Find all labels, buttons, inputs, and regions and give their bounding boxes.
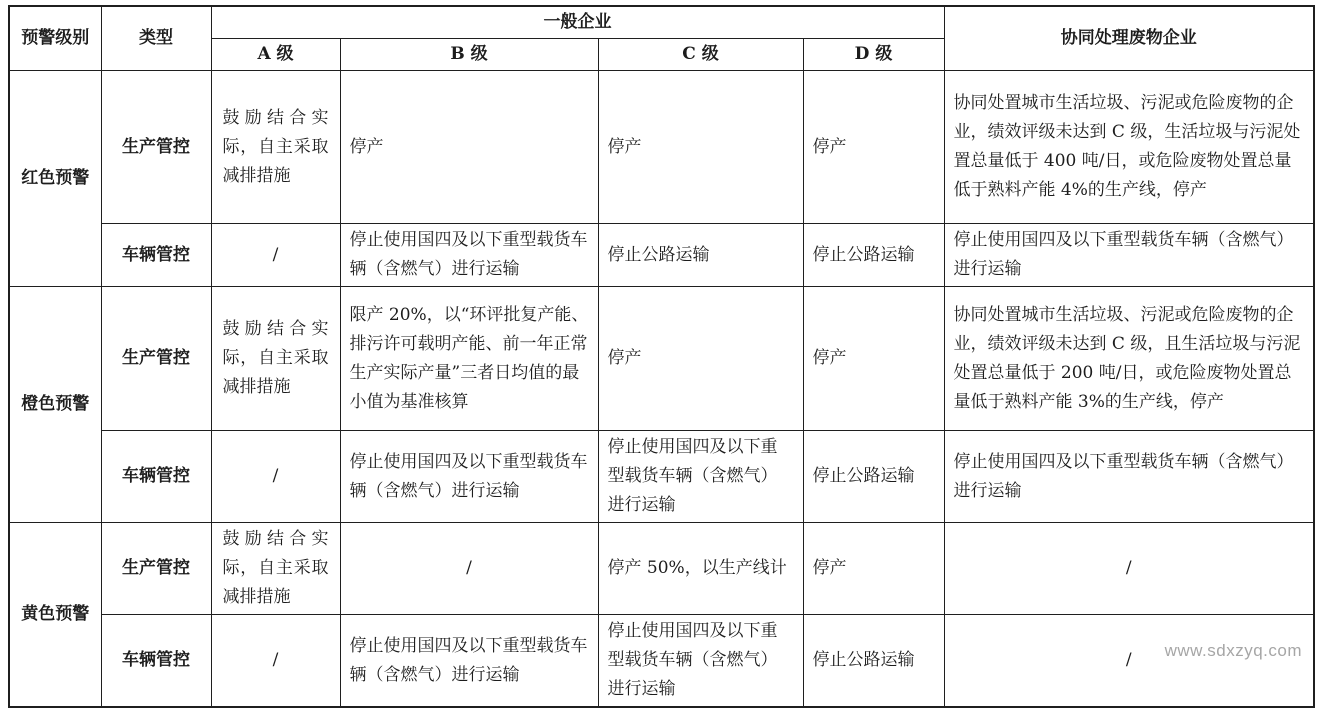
cell-orange-production-a: 鼓励结合实际，自主采取减排措施 (211, 287, 340, 431)
cell-red-vehicle-c: 停止公路运输 (598, 224, 803, 287)
header-co-processing-enterprise: 协同处理废物企业 (944, 6, 1314, 71)
header-grade-c: C 级 (598, 39, 803, 71)
cell-red-vehicle-b: 停止使用国四及以下重型载货车辆（含燃气）进行运输 (340, 224, 598, 287)
cell-yellow-vehicle-c: 停止使用国四及以下重型载货车辆（含燃气）进行运输 (598, 615, 803, 708)
cell-red-production-b: 停产 (340, 71, 598, 224)
cell-red-production-co: 协同处置城市生活垃圾、污泥或危险废物的企业，绩效评级未达到 C 级，生活垃圾与污泥处置总量低于 400 吨/日，或危险废物处置总量低于熟料产能 4%的生产线，停产 (944, 71, 1314, 224)
cell-yellow-vehicle-a: / (211, 615, 340, 708)
row-header-production-control: 生产管控 (101, 71, 211, 224)
cell-yellow-production-c: 停产 50%，以生产线计 (598, 523, 803, 615)
cell-red-production-a: 鼓励结合实际，自主采取减排措施 (211, 71, 340, 224)
row-header-production-control: 生产管控 (101, 287, 211, 431)
cell-yellow-vehicle-d: 停止公路运输 (803, 615, 944, 708)
cell-yellow-production-co: / (944, 523, 1314, 615)
table-row (9, 224, 1314, 287)
cell-yellow-vehicle-co: / (944, 615, 1314, 708)
header-warning-level: 预警级别 (9, 6, 101, 71)
cell-orange-vehicle-b: 停止使用国四及以下重型载货车辆（含燃气）进行运输 (340, 431, 598, 523)
cell-yellow-production-b: / (340, 523, 598, 615)
warning-control-table (8, 5, 1315, 708)
cell-red-production-d: 停产 (803, 71, 944, 224)
cell-yellow-production-a: 鼓励结合实际，自主采取减排措施 (211, 523, 340, 615)
row-header-vehicle-control: 车辆管控 (101, 224, 211, 287)
cell-orange-vehicle-co: 停止使用国四及以下重型载货车辆（含燃气）进行运输 (944, 431, 1314, 523)
row-header-vehicle-control: 车辆管控 (101, 615, 211, 708)
cell-orange-vehicle-a: / (211, 431, 340, 523)
row-header-red-warning: 红色预警 (9, 71, 101, 287)
table-row (9, 615, 1314, 708)
cell-red-vehicle-d: 停止公路运输 (803, 224, 944, 287)
cell-orange-production-b: 限产 20%，以“环评批复产能、排污许可载明产能、前一年正常生产实际产量”三者日均值的最小值为基准核算 (340, 287, 598, 431)
row-header-vehicle-control: 车辆管控 (101, 431, 211, 523)
row-header-production-control: 生产管控 (101, 523, 211, 615)
header-grade-a: A 级 (211, 39, 340, 71)
table-row (9, 431, 1314, 523)
row-header-yellow-warning: 黄色预警 (9, 523, 101, 708)
header-grade-b: B 级 (340, 39, 598, 71)
table-row (9, 523, 1314, 615)
row-header-orange-warning: 橙色预警 (9, 287, 101, 523)
site-watermark: www.sdxzyq.com (1164, 641, 1302, 660)
header-general-enterprise: 一般企业 (211, 6, 944, 39)
cell-orange-production-c: 停产 (598, 287, 803, 431)
cell-red-vehicle-co: 停止使用国四及以下重型载货车辆（含燃气）进行运输 (944, 224, 1314, 287)
cell-yellow-vehicle-b: 停止使用国四及以下重型载货车辆（含燃气）进行运输 (340, 615, 598, 708)
cell-orange-production-d: 停产 (803, 287, 944, 431)
header-type: 类型 (101, 6, 211, 71)
cell-red-production-c: 停产 (598, 71, 803, 224)
cell-red-vehicle-a: / (211, 224, 340, 287)
cell-yellow-production-d: 停产 (803, 523, 944, 615)
header-grade-d: D 级 (803, 39, 944, 71)
table-row (9, 287, 1314, 431)
cell-orange-vehicle-c: 停止使用国四及以下重型载货车辆（含燃气）进行运输 (598, 431, 803, 523)
cell-orange-vehicle-d: 停止公路运输 (803, 431, 944, 523)
table-row (9, 71, 1314, 224)
cell-orange-production-co: 协同处置城市生活垃圾、污泥或危险废物的企业，绩效评级未达到 C 级，且生活垃圾与污泥处置总量低于 200 吨/日，或危险废物处置总量低于熟料产能 3%的生产线，停产 (944, 287, 1314, 431)
